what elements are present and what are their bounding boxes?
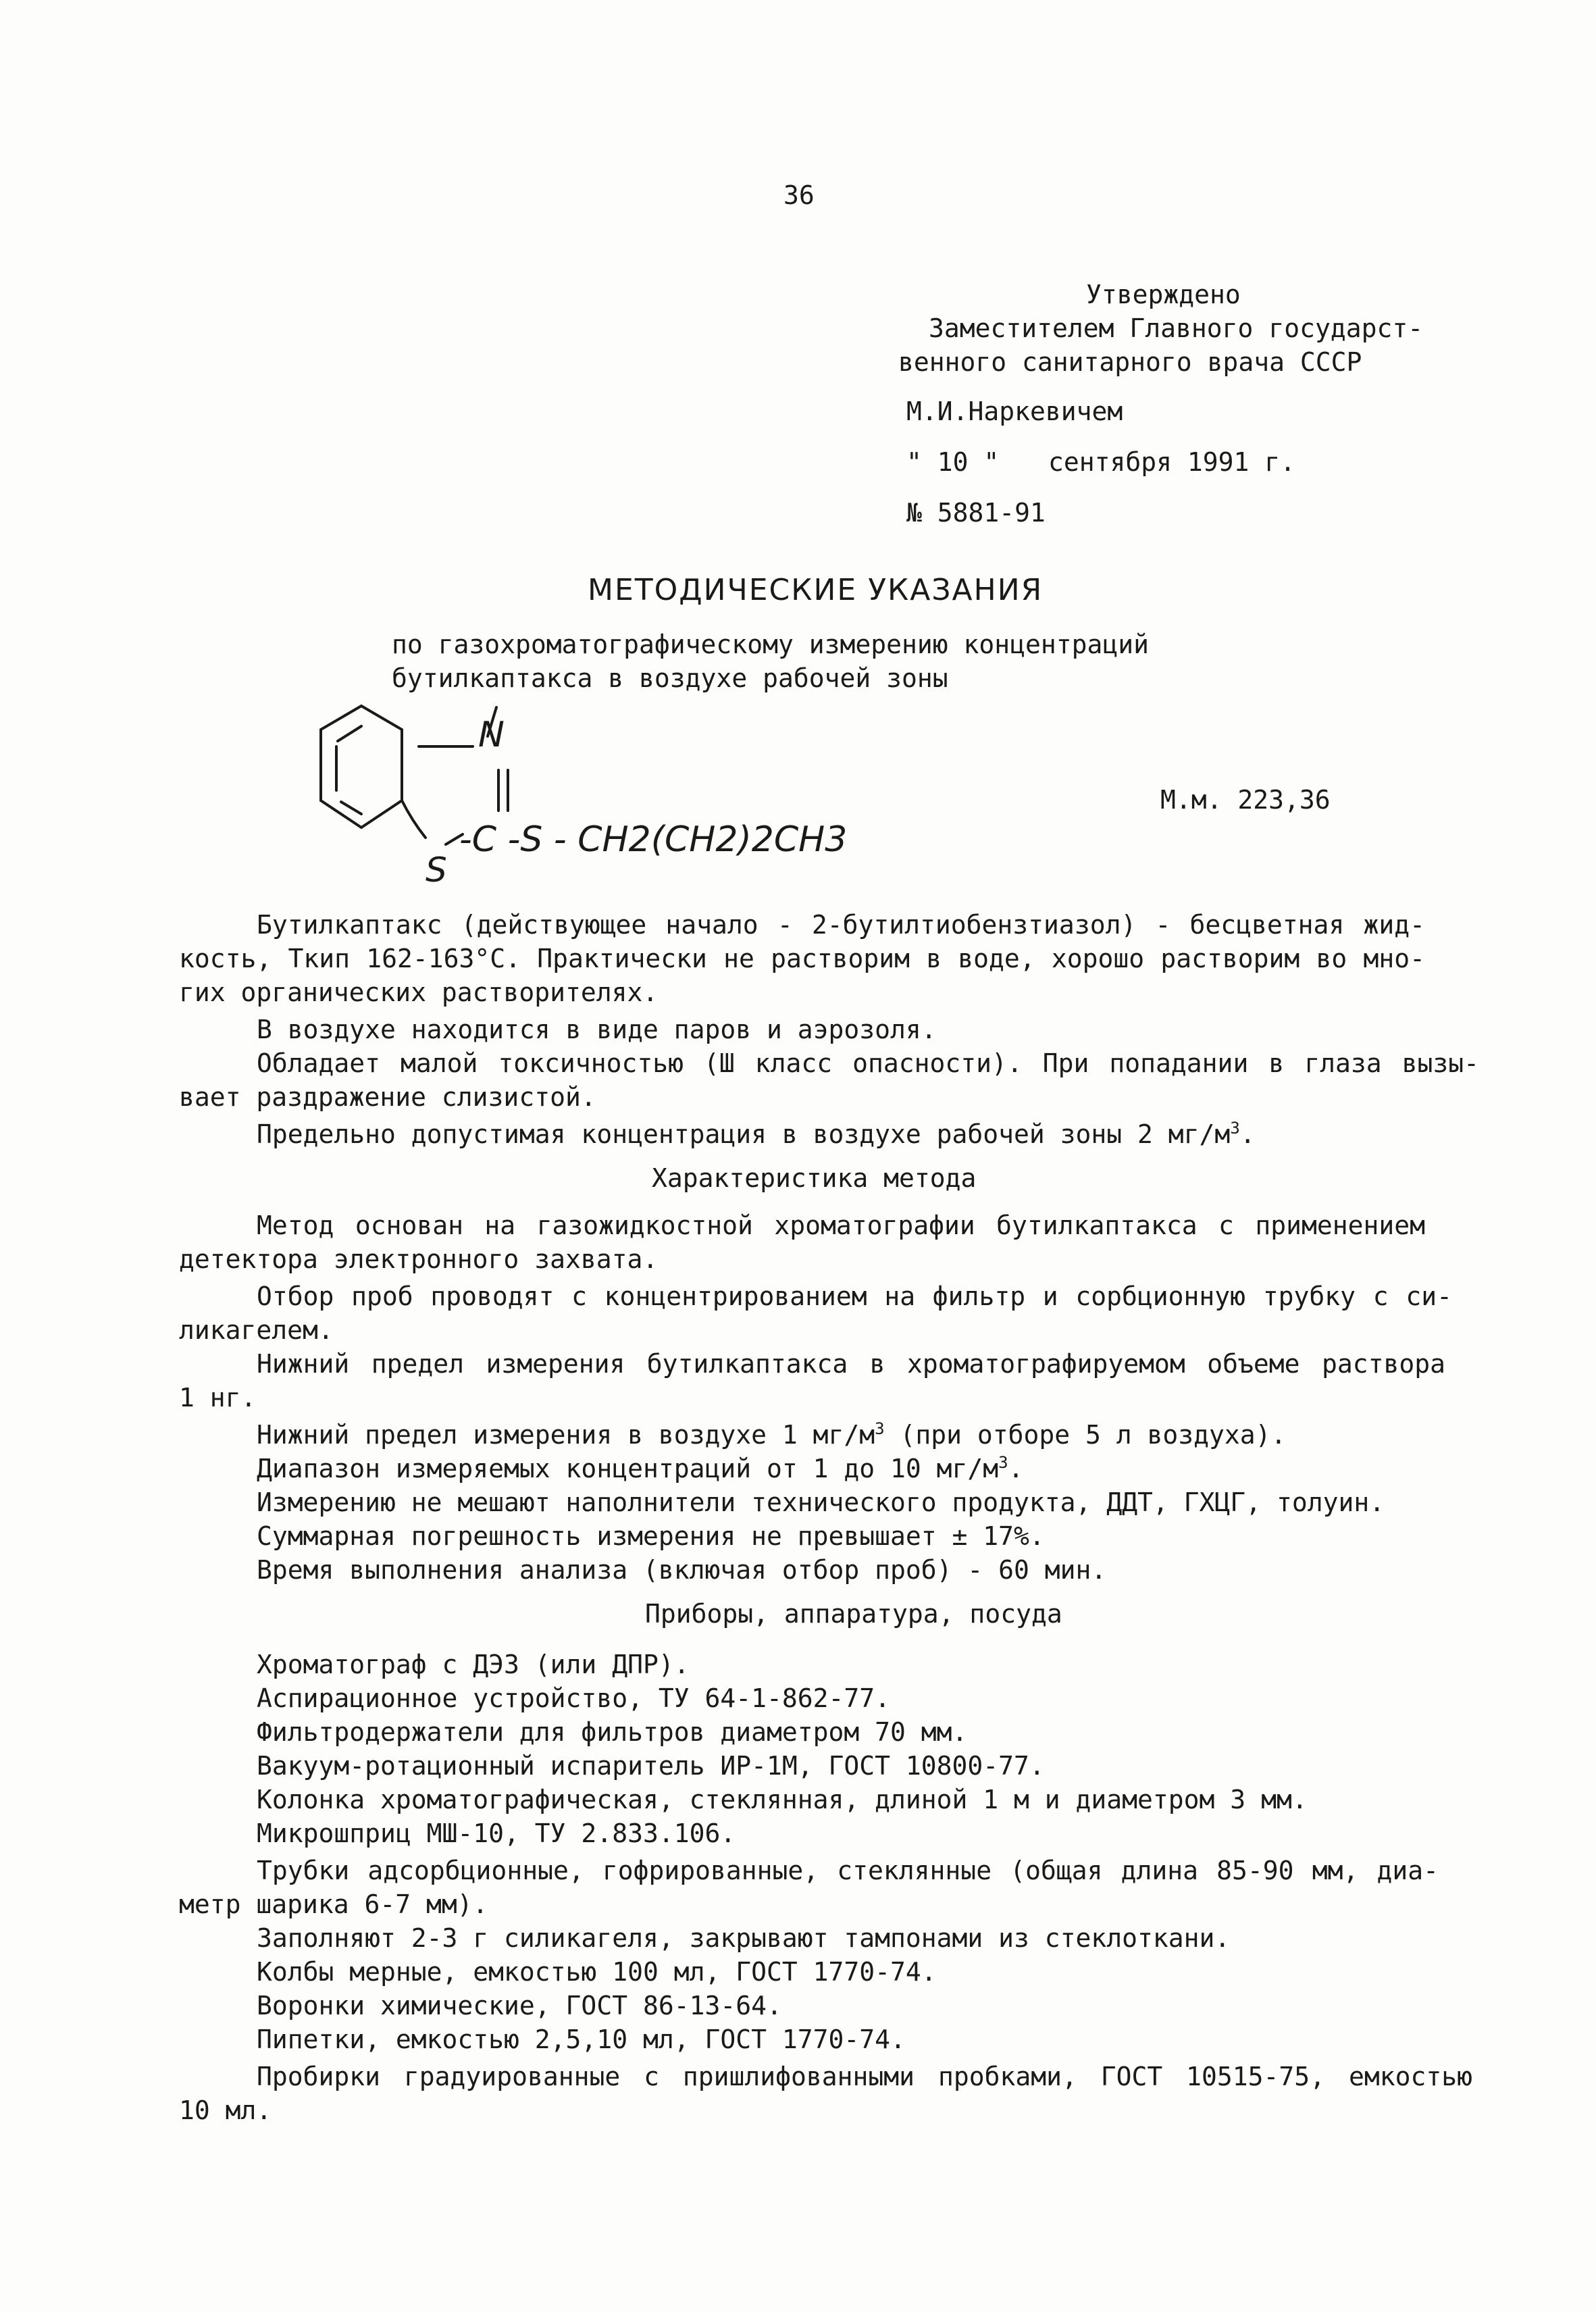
equipment-item-2: Аспирационное устройство, ТУ 64-1-862-77. <box>257 1683 890 1713</box>
equipment-item-4: Вакуум-ротационный испаритель ИР-1М, ГОСТ 10800-77. <box>257 1751 1045 1781</box>
description-p1-line-2: кость, Ткип 162-163°С. Практически не растворим в воде, хорошо растворим во мно- <box>179 944 1425 973</box>
equipment-item-11: Пипетки, емкостью 2,5,10 мл, ГОСТ 1770-74. <box>257 2025 906 2054</box>
description-p2: В воздухе находится в виде паров и аэрозоля. <box>257 1015 937 1044</box>
description-p3-line-2: вает раздражение слизистой. <box>179 1082 596 1112</box>
description-p4: Предельно допустимая концентрация в воздухе рабочей зоны 2 $мг/м^3$. <box>257 1119 1256 1149</box>
side-chain-label: -C -S - CH2(CH2)2CH3 <box>459 819 848 860</box>
method-p1-line-1: Метод основан на газожидкостной хроматографии бутилкаптакса с применением <box>257 1211 1425 1240</box>
approval-number: № 5881-91 <box>906 498 1046 528</box>
method-p7: Суммарная погрешность измерения не превышает ± 17%. <box>257 1521 1045 1551</box>
nitrogen-label: N <box>478 715 505 755</box>
approval-line-1: Утверждено <box>1086 280 1241 309</box>
equipment-item-5: Колонка хроматографическая, стеклянная, длиной 1 м и диаметром 3 мм. <box>257 1785 1308 1814</box>
equipment-item-12-line-1: Пробирки градуированные с пришлифованными пробками, ГОСТ 10515-75, емкостью <box>257 2062 1472 2091</box>
document-subtitle-2: бутилкаптакса в воздухе рабочей зоны <box>392 663 948 693</box>
equipment-item-7-line-2: метр шарика 6-7 мм). <box>179 1889 488 1919</box>
benzene-ring <box>321 706 402 828</box>
method-p8: Время выполнения анализа (включая отбор проб) - 60 мин. <box>257 1555 1107 1585</box>
document-title: МЕТОДИЧЕСКИЕ УКАЗАНИЯ <box>588 573 1044 607</box>
equipment-item-3: Фильтродержатели для фильтров диаметром 70 мм. <box>257 1717 968 1747</box>
method-p2-line-2: ликагелем. <box>179 1315 334 1345</box>
approval-line-3: венного санитарного врача СССР <box>898 347 1362 377</box>
approval-date-rest: сентября 1991 г. <box>1048 447 1296 477</box>
method-p4: Нижний предел измерения в воздухе 1 $мг/м^3$ (при отборе 5 л воздуха). <box>257 1419 1287 1450</box>
method-p3-line-1: Нижний предел измерения бутилкаптакса в хроматографируемом объеме раствора <box>257 1349 1445 1379</box>
sulfur-ring-label: S <box>426 850 447 890</box>
page-number: 36 <box>783 180 815 210</box>
description-p3-line-1: Обладает малой токсичностью (Ш класс опасности). При попадании в глаза вызы- <box>257 1048 1479 1078</box>
equipment-item-6: Микрошприц МШ-10, ТУ 2.833.106. <box>257 1819 736 1848</box>
equipment-item-7-line-1: Трубки адсорбционные, гофрированные, стеклянные (общая длина 85-90 мм, диа- <box>257 1856 1439 1885</box>
document-subtitle-1: по газохроматографическому измерению концентраций <box>392 630 1150 659</box>
equipment-item-10: Воронки химические, ГОСТ 86-13-64. <box>257 1991 782 2020</box>
description-p1-line-1: Бутилкаптакс (действующее начало - 2-бутилтиобензтиазол) - бесцветная жид- <box>257 910 1425 940</box>
molar-mass: М.м. 223,36 <box>1160 785 1331 815</box>
approval-date-day: " 10 " <box>906 447 1000 477</box>
method-p3-line-2: 1 нг. <box>179 1383 257 1413</box>
structural-formula <box>311 699 919 895</box>
equipment-item-8: Заполняют 2-3 г силикагеля, закрывают тампонами из стеклоткани. <box>257 1923 1231 1953</box>
approval-signatory: М.И.Наркевичем <box>906 397 1123 426</box>
equipment-heading: Приборы, аппаратура, посуда <box>645 1599 1062 1629</box>
method-p5: Диапазон измеряемых концентраций от 1 до 10 $мг/м^3$. <box>257 1453 1024 1483</box>
method-p1-line-2: детектора электронного захвата. <box>179 1244 659 1274</box>
method-p6: Измерению не мешают наполнители технического продукта, ДДТ, ГХЦГ, толуин. <box>257 1488 1385 1517</box>
approval-line-2: Заместителем Главного государст- <box>929 313 1424 343</box>
equipment-item-9: Колбы мерные, емкостью 100 мл, ГОСТ 1770-74. <box>257 1957 937 1987</box>
equipment-item-12-line-2: 10 мл. <box>179 2095 272 2125</box>
method-p2-line-1: Отбор проб проводят с концентрированием на фильтр и сорбционную трубку с си- <box>257 1281 1452 1311</box>
method-heading: Характеристика метода <box>652 1163 977 1193</box>
equipment-item-1: Хроматограф с ДЭЗ (или ДПР). <box>257 1650 690 1679</box>
description-p1-line-3: гих органических растворителях. <box>179 977 659 1007</box>
